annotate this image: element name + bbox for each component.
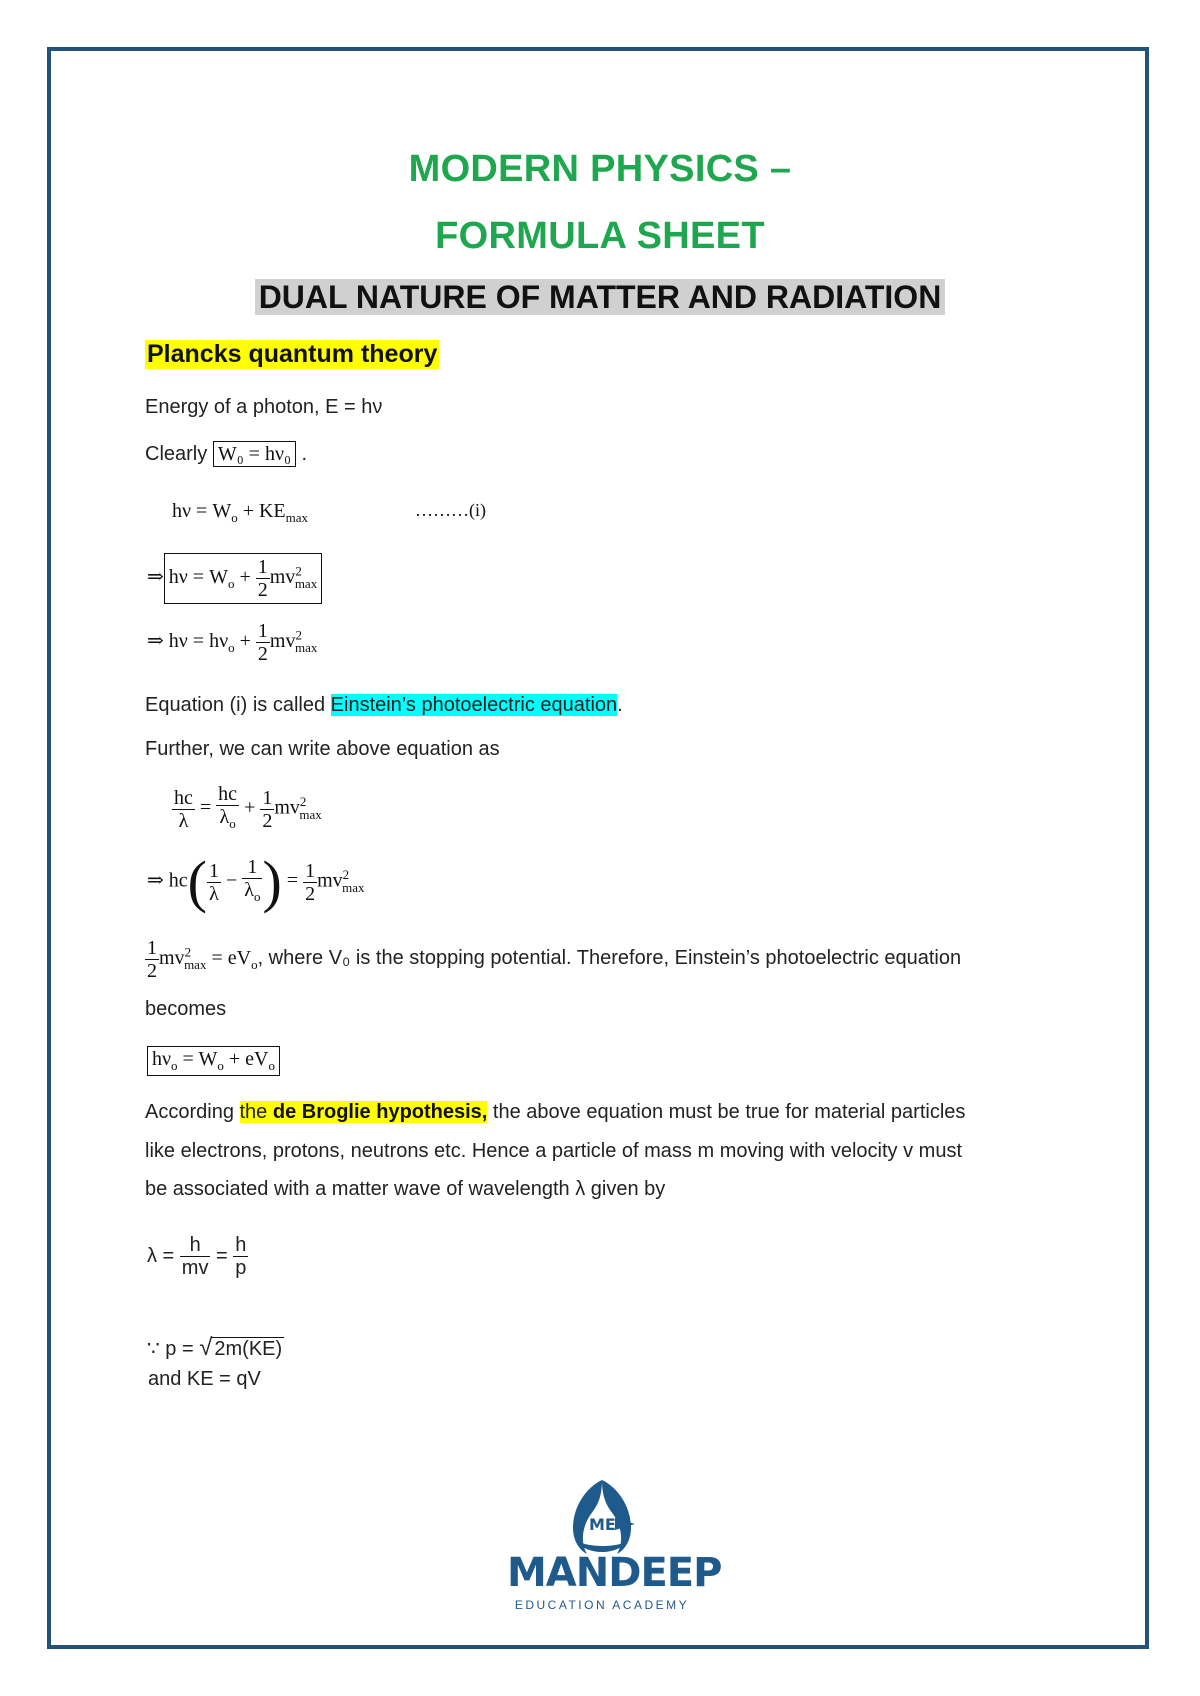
- further-text: Further, we can write above equation as: [145, 738, 500, 760]
- subsection-heading: Plancks quantum theory: [147, 340, 438, 368]
- becomes-text: becomes: [145, 998, 227, 1020]
- debroglie-line-2: like electrons, protons, neutrons etc. Hence a particle of mass m moving with velocity v must: [145, 1140, 963, 1162]
- equation-i-label: ………(i): [415, 500, 486, 520]
- logo-mark-icon: [507, 1478, 697, 1558]
- einstein-equation-sentence: Equation (i) is called Einstein’s photoelectric equation.: [145, 694, 623, 716]
- section-heading: DUAL NATURE OF MATTER AND RADIATION: [0, 279, 1200, 316]
- equation-threshold-form: ⇒ $h\nu = h\nu_o$ + $\frac{1}{2}$ $mv^2_{max}$: [147, 620, 318, 665]
- debroglie-highlight: the de Broglie hypothesis,: [239, 1101, 488, 1123]
- equation-boxed-kinetic: ⇒ $h\nu = W_o$ + $\frac{1}{2}$ $mv^2_{max}$: [147, 553, 322, 604]
- kinetic-energy-formula: and KE = qV: [148, 1368, 261, 1390]
- energy-of-photon-text: Energy of a photon, E = hν: [145, 396, 383, 418]
- debroglie-line-3: be associated with a matter wave of wavelength λ given by: [145, 1178, 666, 1200]
- stopping-potential-line: $\frac{1}{2}$ $mv^2_{max} = eV_o$, where V₀ is the stopping potential. Therefore, Einstein’s photoelectric equation: [147, 937, 962, 982]
- title-line-2: FORMULA SHEET: [435, 215, 765, 257]
- equation-i: $h\nu = W_o + KE_{max}$: [172, 500, 309, 525]
- debroglie-wavelength-formula: λ = $\frac{h}{mv}$ = $\frac{h}{p}$: [147, 1234, 247, 1279]
- svg-text:ME: ME: [589, 1515, 616, 1534]
- clearly-line: Clearly W₀ = hν₀ .: [145, 443, 308, 465]
- logo-name: MANDEEP: [507, 1550, 722, 1596]
- title-line-1: MODERN PHYSICS –: [408, 148, 792, 190]
- mandeep-logo: [507, 1478, 722, 1612]
- einstein-equation-highlight: Einstein’s photoelectric equation: [330, 694, 618, 716]
- work-function-formula: W₀ = hν₀: [213, 441, 296, 467]
- clearly-text: Clearly: [145, 443, 208, 465]
- equation-wavelength-form: $\frac{hc}{\lambda}$ = $\frac{hc}{\lambda_o}$ + $\frac{1}{2}$ $mv^2_{max}$: [174, 783, 322, 832]
- equation-boxed-stopping: $h\nu_o = W_o + eV_o$: [147, 1046, 280, 1076]
- momentum-formula: ∵ p = √ 2m(KE): [147, 1334, 283, 1361]
- logo-tagline: EDUCATION ACADEMY: [514, 1598, 690, 1612]
- equation-reciprocal-form: ⇒ hc( $\frac{1}{\lambda}$ − $\frac{1}{\lambda_o}$ ) = $\frac{1}{2}$ $mv^2_{max}$: [147, 849, 365, 914]
- debroglie-line-1: According the de Broglie hypothesis, the above equation must be true for material particles: [145, 1101, 966, 1123]
